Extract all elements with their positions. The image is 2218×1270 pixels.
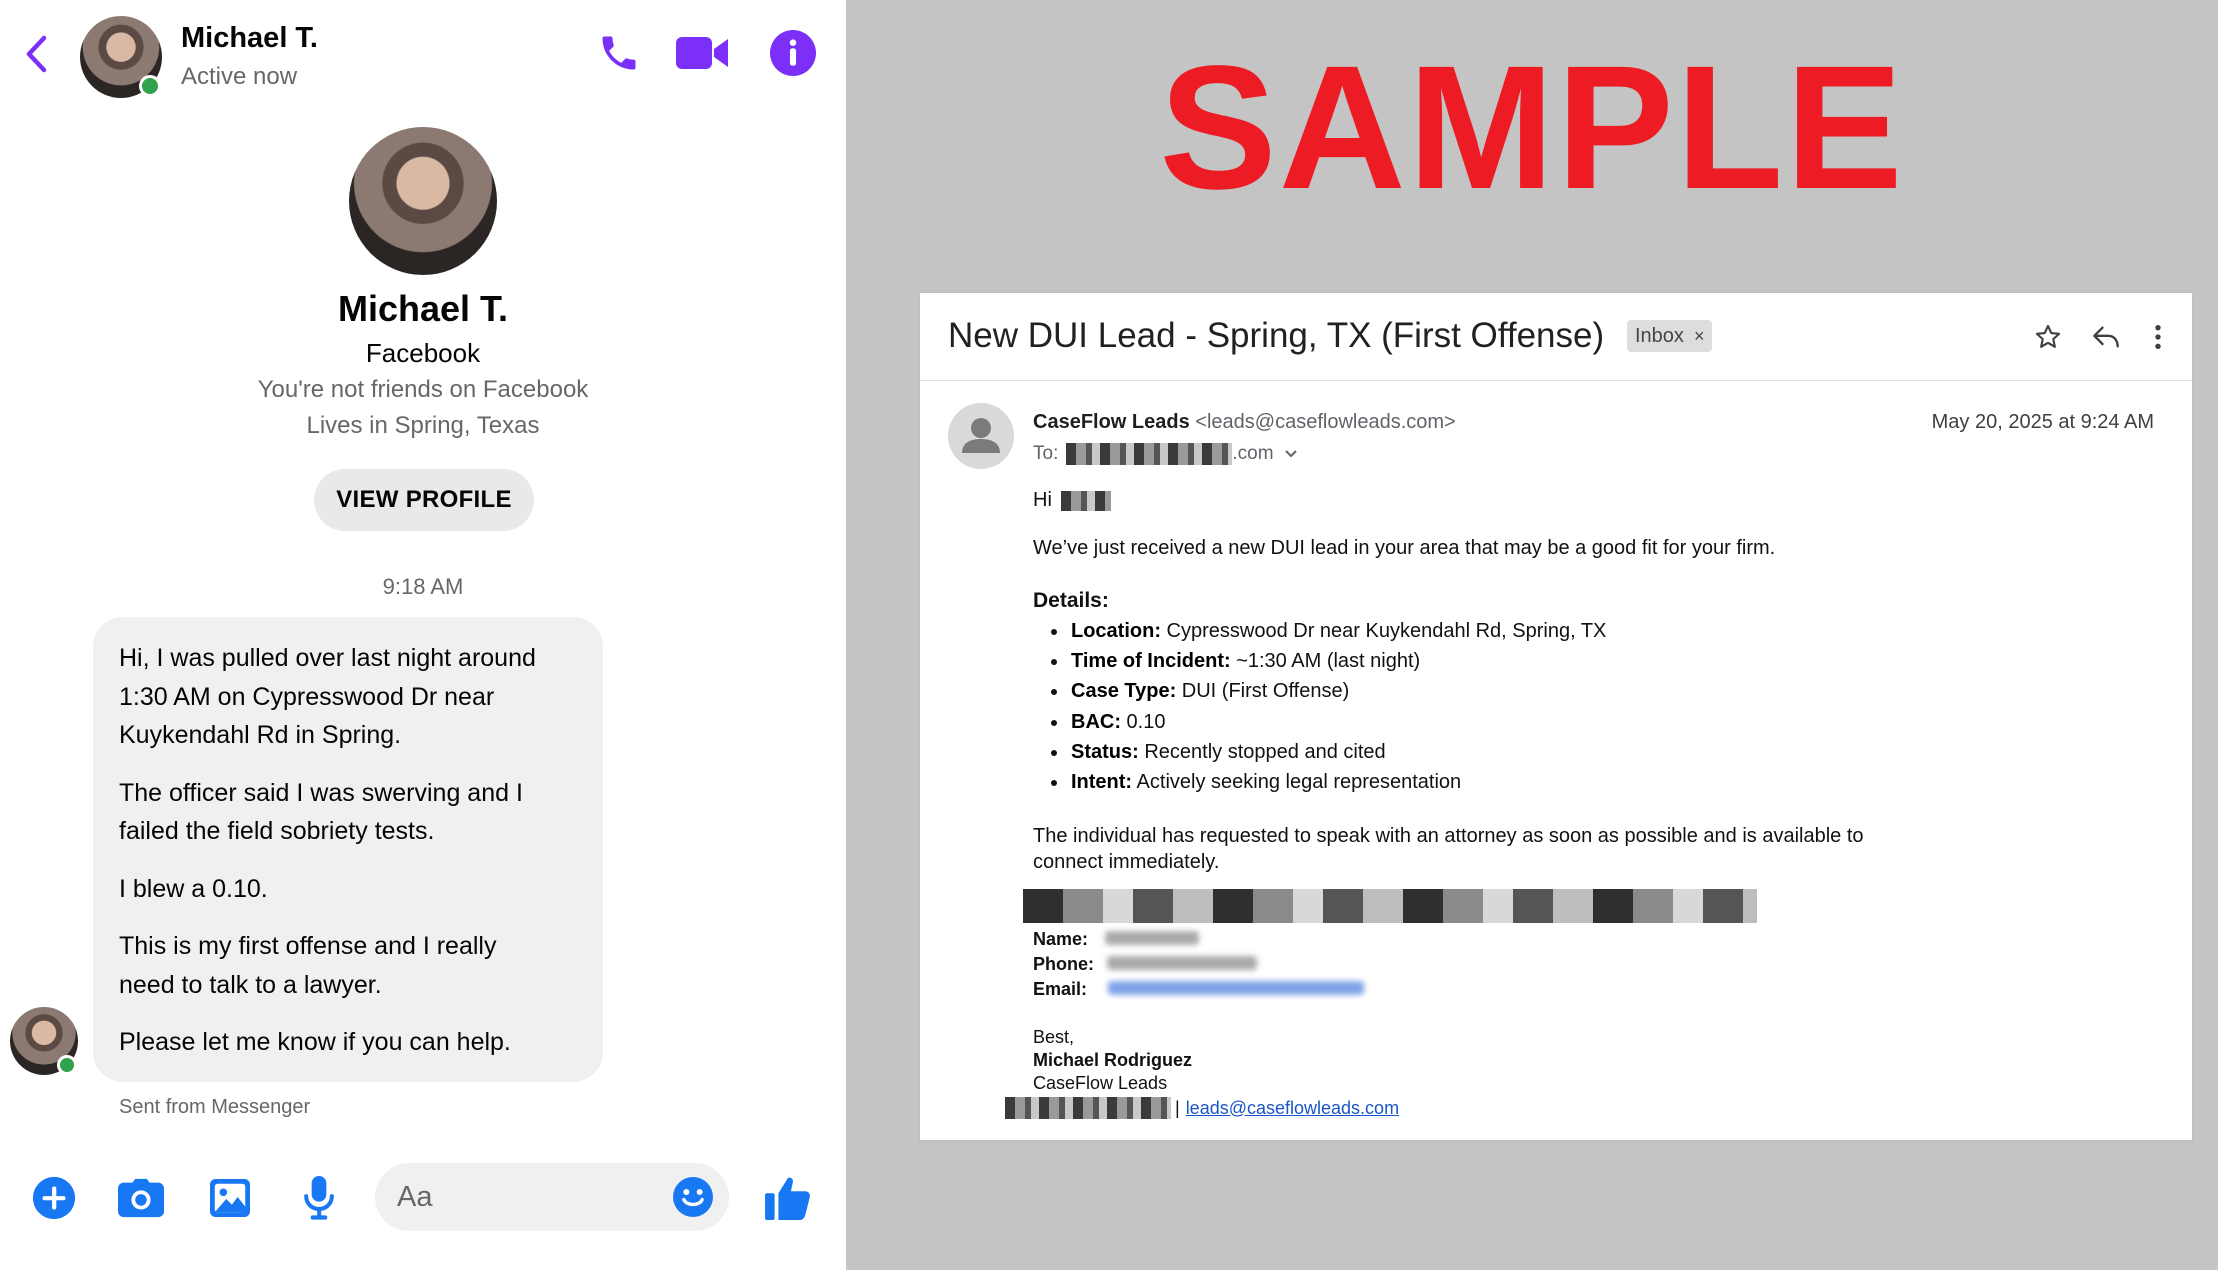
signoff: Best, [1033,1027,1075,1047]
microphone-icon [303,1176,335,1220]
sent-from-label: Sent from Messenger [119,1096,311,1118]
online-indicator [139,75,161,97]
details-list [1069,616,1606,797]
online-indicator [57,1055,77,1075]
email-subject-bar [920,293,2192,381]
detail-value: Actively seeking legal representation [1132,771,1462,794]
plus-circle-icon [31,1175,77,1221]
message-timestamp: 9:18 AM [382,574,464,599]
voice-call-button[interactable] [592,26,646,80]
detail-item [1069,767,1606,797]
email-date: May 20, 2025 at 9:24 AM [1931,411,2154,433]
contact-email-label: Email: [1033,979,1088,999]
redacted-recipient [1066,443,1232,465]
person-icon [948,403,1014,469]
redacted-phone [1005,1097,1171,1119]
friend-status: You're not friends on Facebook [257,376,589,403]
conversation-info-button[interactable] [766,26,820,80]
message-input-container [375,1163,729,1231]
reply-button[interactable] [2086,317,2126,357]
contact-status: Active now [181,63,298,90]
messenger-panel [0,0,846,1270]
detail-value: 0.10 [1121,710,1166,733]
detail-item [1069,616,1606,646]
detail-value: ~1:30 AM (last night) [1230,650,1421,673]
message-bubble[interactable] [93,617,603,1082]
message-text: Please let me know if you can help. [119,1028,511,1056]
conversation-header [0,0,846,110]
detail-value: Cypresswood Dr near Kuykendahl Rd, Spring, TX [1161,620,1607,642]
more-vert-icon [2153,323,2163,351]
detail-item [1069,676,1606,706]
info-icon [770,30,816,76]
emoji-button[interactable] [671,1175,715,1219]
email-subject: New DUI Lead - Spring, TX (First Offense) [948,316,1605,355]
recipient-domain: .com [1232,443,1274,464]
view-profile-button[interactable]: VIEW PROFILE [314,469,534,531]
sender-name[interactable]: CaseFlow Leads [1033,411,1190,433]
contact-name-row [1033,929,1199,950]
blurred-value [1105,931,1199,945]
message-text: The officer said I was swerving and I failed the field sobriety tests. [119,778,523,845]
closing-text: connect immediately. [1033,851,1220,873]
closing-text: The individual has requested to speak with an attorney as soon as possible and is available to [1033,825,1864,847]
message-input[interactable] [397,1163,657,1231]
star-icon [2034,323,2062,351]
contact-phone-label: Phone: [1033,954,1094,974]
back-button[interactable] [18,30,54,78]
greeting: Hi [1033,489,1052,511]
email-recipients[interactable] [1033,443,1298,465]
message-text: Hi, I was pulled over last night around 1:30 AM on Cypresswood Dr near Kuykendahl Rd in Spring. [119,644,536,749]
sender-avatar[interactable] [948,403,1014,469]
detail-label: Case Type: [1071,680,1177,703]
profile-name: Michael T. [337,288,509,329]
detail-label: Status: [1071,740,1139,763]
message-text: I blew a 0.10. [119,874,268,903]
greeting-line [1033,489,1111,512]
more-options-button[interactable] [2138,317,2178,357]
camera-icon [118,1178,164,1218]
redacted-name [1061,491,1111,511]
blurred-link [1108,981,1364,995]
thumbs-up-icon [765,1176,811,1220]
detail-value: DUI (First Offense) [1176,680,1350,703]
signature-contact [1005,1097,1399,1119]
blurred-value [1107,956,1257,970]
contact-email-row [1033,979,1364,1000]
detail-label: Time of Incident: [1071,650,1231,673]
detail-label: BAC: [1071,710,1121,733]
contact-name-label: Name: [1033,929,1089,949]
more-actions-button[interactable] [24,1168,84,1228]
video-camera-icon [676,33,730,73]
detail-item [1069,707,1606,737]
signature-email-link[interactable]: leads@caseflowleads.com [1185,1097,1400,1118]
contact-name[interactable]: Michael T. [181,22,318,54]
reply-icon [2092,324,2120,350]
profile-location: Lives in Spring, Texas [306,412,540,439]
detail-label: Location: [1071,620,1161,642]
intro-text: We’ve just received a new DUI lead in your area that may be a good fit for your firm. [1033,537,1776,559]
email-message [919,292,2193,1141]
details-heading: Details: [1033,589,1109,612]
smiley-icon [673,1177,713,1217]
email-sender [1033,411,1456,434]
detail-value: Recently stopped and cited [1138,740,1386,763]
detail-label: Intent: [1071,771,1133,794]
gallery-button[interactable] [200,1168,260,1228]
redacted-block [1023,889,1757,923]
to-label: To: [1033,443,1059,464]
star-button[interactable] [2028,317,2068,357]
profile-photo[interactable] [349,127,497,275]
chevron-down-icon [1284,449,1298,459]
inbox-label-chip[interactable] [1627,320,1712,352]
message-composer [0,1158,846,1238]
remove-label-icon[interactable]: × [1693,325,1705,346]
separator: | [1175,1097,1180,1118]
label-text: Inbox [1635,324,1684,347]
sender-email: <leads@caseflowleads.com> [1195,411,1456,433]
detail-item [1069,737,1606,767]
phone-icon [597,31,641,75]
chevron-left-icon [24,34,48,74]
contact-phone-row [1033,954,1257,975]
like-button[interactable] [758,1168,818,1228]
detail-item [1069,646,1606,676]
profile-platform: Facebook [365,338,481,368]
voice-message-button[interactable] [289,1168,349,1228]
signer-name: Michael Rodriguez [1033,1050,1193,1070]
image-icon [209,1178,251,1218]
signer-company: CaseFlow Leads [1033,1073,1168,1093]
sample-watermark: SAMPLE [1159,30,1905,226]
video-call-button[interactable] [676,26,730,80]
message-text: This is my first offense and I really need to talk to a lawyer. [119,932,497,999]
camera-button[interactable] [111,1168,171,1228]
